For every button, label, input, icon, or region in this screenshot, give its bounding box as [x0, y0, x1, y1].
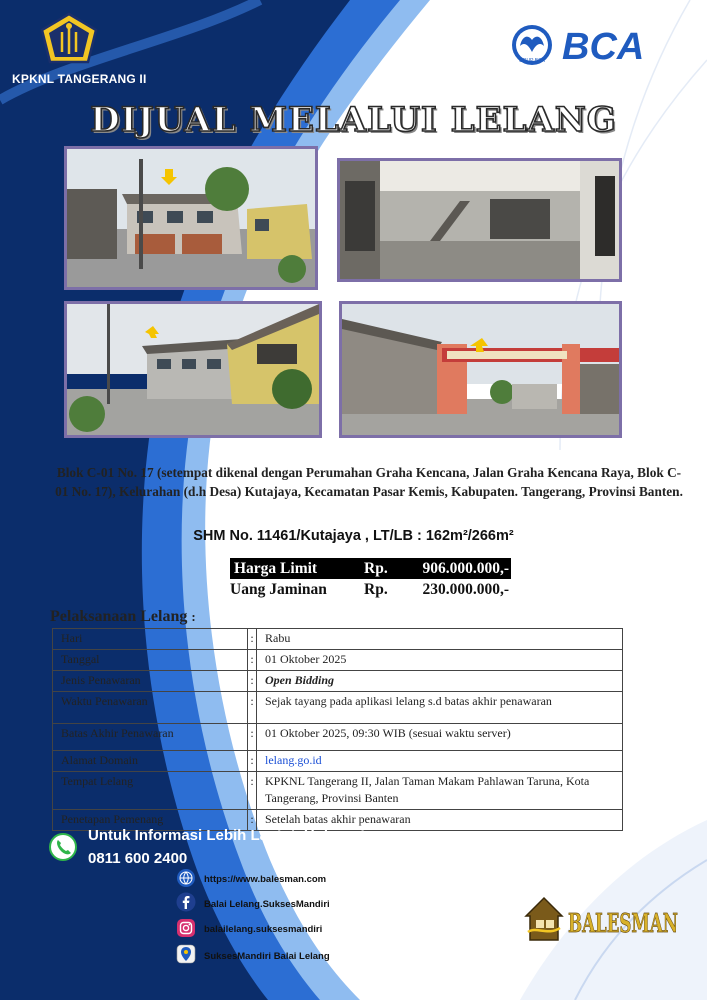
row-separator: :	[248, 751, 257, 772]
table-row	[53, 671, 623, 692]
facebook-icon	[176, 892, 196, 912]
table-row	[53, 751, 623, 772]
row-separator: :	[248, 724, 257, 751]
instagram-link[interactable]: balailelang.suksesmandiri	[204, 924, 323, 935]
schedule-title-colon: :	[191, 609, 196, 624]
house-photo-3	[64, 301, 322, 438]
price-deposit-row	[230, 579, 511, 600]
row-separator: :	[248, 772, 257, 810]
table-row	[53, 724, 623, 751]
price-deposit-value: 230.000.000,-	[422, 581, 509, 598]
row-value: Rabu	[257, 629, 623, 650]
contact-phone[interactable]: 0811 600 2400	[88, 850, 188, 867]
row-label: Tanggal	[53, 650, 248, 671]
price-limit-row	[230, 558, 511, 579]
row-separator: :	[248, 650, 257, 671]
schedule-title	[50, 608, 196, 626]
row-label: Tempat Lelang	[53, 772, 248, 810]
globe-icon	[176, 868, 196, 888]
maps-link[interactable]: SuksesMandiri Balai Lelang	[204, 951, 330, 962]
balesman-brand-text: BALESMAN	[568, 909, 678, 939]
website-link[interactable]: https://www.balesman.com	[204, 874, 327, 885]
row-value: Open Bidding	[257, 671, 623, 692]
table-row	[53, 629, 623, 650]
row-label: Hari	[53, 629, 248, 650]
house-photo-2	[337, 158, 622, 282]
property-address: Blok C-01 No. 17 (setempat dikenal dengan Perumahan Graha Kencana, Jalan Graha Kencana Raya, Blok C-01 No. 17), Kelurahan (d.h Desa) Kutajaya, Kecamatan Pasar Kemis, Kabupaten. Tangerang, Provinsi Banten.	[55, 465, 683, 499]
balesman-logo	[522, 892, 682, 944]
house-photo-4	[339, 301, 622, 438]
schedule-title-text: Pelaksanaan Lelang	[50, 608, 188, 625]
row-value: 01 Oktober 2025	[257, 650, 623, 671]
row-value: 01 Oktober 2025, 09:30 WIB (sesuai waktu server)	[257, 724, 623, 751]
row-label: Jenis Penawaran	[53, 671, 248, 692]
row-label: Penetapan Pemenang	[53, 810, 248, 831]
row-value: Setelah batas akhir penawaran	[257, 810, 623, 831]
facebook-link[interactable]: Balai Lelang.SuksesMandiri	[204, 899, 330, 910]
price-deposit-label: Uang Jaminan	[230, 581, 327, 598]
property-shm: SHM No. 11461/Kutajaya , LT/LB : 162m²/266m²	[193, 528, 514, 544]
price-limit-currency: Rp.	[364, 560, 388, 577]
house-photo-1	[64, 146, 318, 290]
price-limit-label: Harga Limit	[234, 560, 318, 577]
row-label: Batas Akhir Penawaran	[53, 724, 248, 751]
row-separator: :	[248, 810, 257, 831]
kemenkeu-logo	[38, 12, 100, 70]
instagram-icon	[176, 918, 196, 938]
table-row	[53, 650, 623, 671]
table-row	[53, 772, 623, 810]
price-deposit-currency: Rp.	[364, 581, 388, 598]
row-value: KPKNL Tangerang II, Jalan Taman Makam Pahlawan Taruna, Kota Tangerang, Provinsi Banten	[257, 772, 623, 810]
kpknl-label: KPKNL TANGERANG II	[12, 72, 147, 86]
row-separator: :	[248, 671, 257, 692]
row-label: Alamat Domain	[53, 751, 248, 772]
row-value: Sejak tayang pada aplikasi lelang s.d batas akhir penawaran	[257, 692, 623, 724]
row-label: Waktu Penawaran	[53, 692, 248, 724]
location-icon	[176, 944, 196, 964]
row-separator: :	[248, 692, 257, 724]
row-separator: :	[248, 629, 257, 650]
house-photo-street-angle	[67, 304, 319, 435]
house-photo-street-view	[67, 149, 315, 287]
page-title: DIJUAL MELALUI LELANG	[90, 100, 617, 140]
price-limit-value: 906.000.000,-	[422, 560, 509, 577]
contact-title: Untuk Informasi Lebih Lanjut, Hubungi :	[88, 827, 374, 844]
bca-logo-text: BCA	[562, 26, 645, 68]
domain-link[interactable]: lelang.go.id	[257, 751, 623, 772]
house-photo-gate-entrance	[342, 304, 619, 435]
house-photo-interior	[340, 161, 619, 279]
bca-logo	[508, 22, 668, 68]
bca-logo-caption: GRUP BCA	[518, 58, 546, 64]
table-row	[53, 692, 623, 724]
schedule-table	[52, 628, 623, 831]
whatsapp-icon[interactable]	[48, 832, 78, 862]
